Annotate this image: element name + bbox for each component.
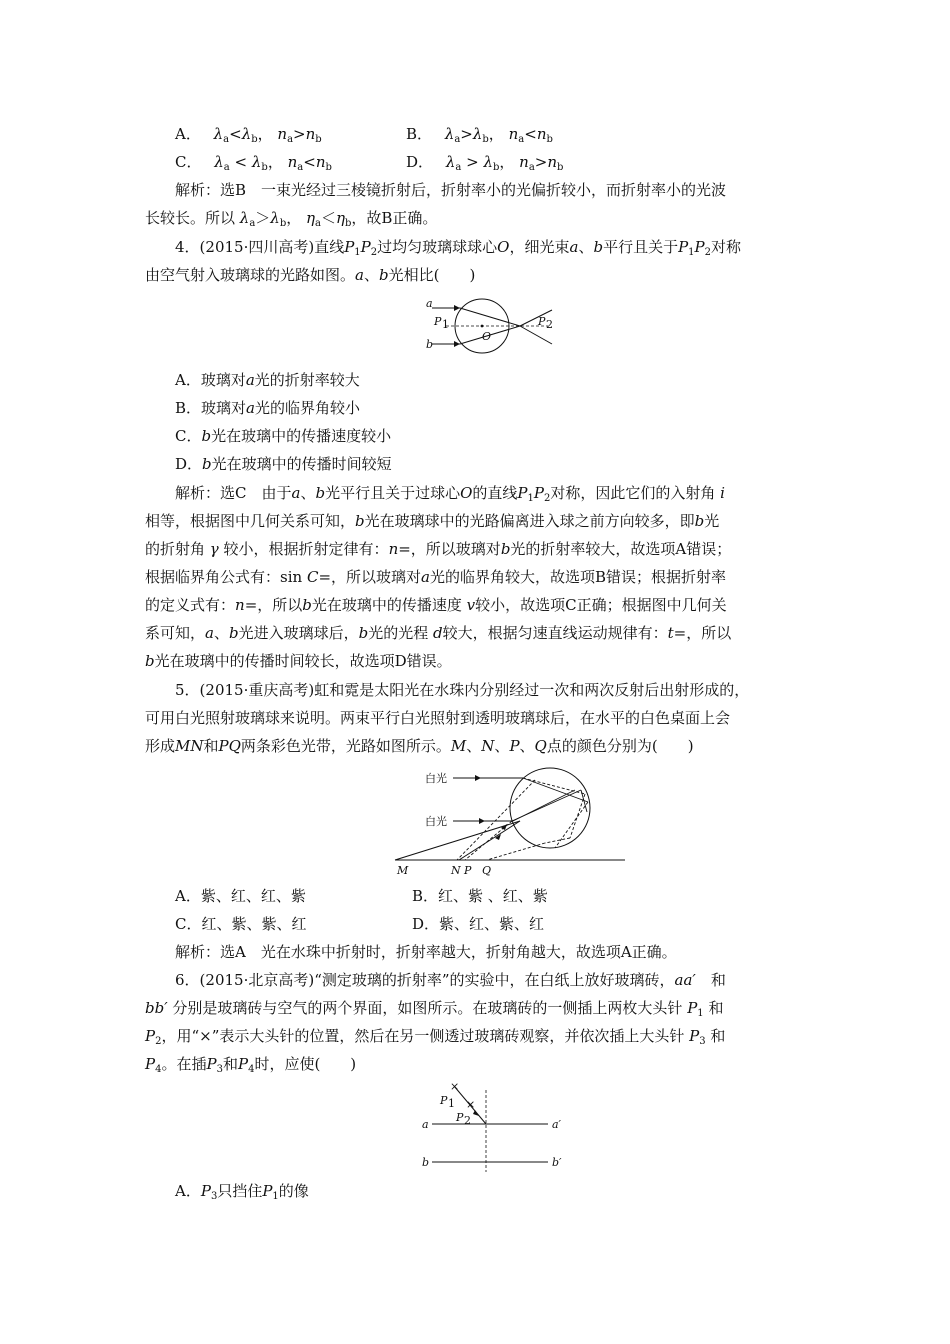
q5-fig-label-white-light-1: 白光 <box>425 772 447 785</box>
q4-analysis-line4: 根据临界角公式有：sin C=，所以玻璃对a光的临界角较大，故选项B错误；根据折射率 <box>145 568 726 586</box>
q4-fig-label-p1: P <box>434 315 442 328</box>
q5-analysis: 解析：选A 光在水珠中折射时，折射率越大，折射角越大，故选项A正确。 <box>175 943 677 961</box>
q4-option-d: D．b光在玻璃中的传播时间较短 <box>175 455 392 473</box>
q6-fig-label-a: a <box>422 1118 429 1131</box>
q6-stem-line1: 6．(2015·北京高考)“测定玻璃的折射率”的实验中，在白纸上放好玻璃砖，aa′ 和 <box>175 971 726 989</box>
q5-fig-label-white-light-2: 白光 <box>425 815 447 828</box>
q3-option-c: C． $\lambda_a < \lambda_b$， $n_a<n_b$ <box>175 153 332 173</box>
q4-analysis-line7: b光在玻璃中的传播时间较长，故选项D错误。 <box>145 652 452 670</box>
q6-option-a: A．$P_3$只挡住$P_1$的像 <box>175 1182 309 1202</box>
q5-option-d: D．紫、红、紫、红 <box>412 915 545 933</box>
q4-analysis-line5: 的定义式有：n=，所以b光在玻璃中的传播速度 v较小，故选项C正确；根据图中几何关 <box>145 596 727 614</box>
q5-option-a: A．紫、红、红、紫 <box>175 887 306 905</box>
q5-stem-line1: 5．(2015·重庆高考)虹和霓是太阳光在水珠内分别经过一次和两次反射后出射形成的， <box>175 681 750 699</box>
q3-analysis-line1: 解析：选B 一束光经过三棱镜折射后，折射率小的光偏折较小，而折射率小的光波 <box>175 181 727 199</box>
q6-fig-label-p2-sub: 2 <box>464 1114 471 1127</box>
q4-analysis-line2: 相等，根据图中几何关系可知，b光在玻璃球中的光路偏离进入球之前方向较多，即b光 <box>145 512 720 530</box>
q4-analysis-line3: 的折射角 γ 较小，根据折射定律有：n=，所以玻璃对b光的折射率较大，故选项A错误； <box>145 540 732 558</box>
q5-stem-line2: 可用白光照射玻璃球来说明。两束平行白光照射到透明玻璃球后，在水平的白色桌面上会 <box>145 709 731 727</box>
q4-stem-line2: 由空气射入玻璃球的光路如图。a、b光相比( ) <box>145 266 476 284</box>
q4-stem-line1: 4．(2015·四川高考)直线$P_1P_2$过均匀玻璃球球心O，细光束a、b平行且关于$P_1P_2$对称 <box>175 238 742 258</box>
q4-fig-label-o: O <box>482 330 492 343</box>
q6-fig-label-p1-sub: 1 <box>448 1097 455 1110</box>
q4-option-b: B．玻璃对a光的临界角较小 <box>175 399 360 417</box>
q4-fig-label-p2: P <box>538 315 546 328</box>
q3-option-a: A． $\lambda_a<\lambda_b$， $n_a>n_b$ <box>175 125 322 145</box>
q4-fig-label-a: a <box>426 297 433 310</box>
q5-option-c: C．红、紫、紫、红 <box>175 915 307 933</box>
q5-fig-label-m: M <box>397 864 409 877</box>
q6-fig-label-p1: P <box>440 1094 448 1107</box>
q5-fig-label-n: N <box>451 864 461 877</box>
q6-glass-block-figure <box>420 1078 580 1174</box>
q6-fig-label-b-prime: b′ <box>552 1156 562 1169</box>
q6-fig-label-b: b <box>422 1156 430 1169</box>
q4-glass-sphere-figure <box>420 288 570 358</box>
q6-stem-line3: $P_2$，用“×”表示大头针的位置，然后在另一侧透过玻璃砖观察，并依次插上大头针 $P_3$ 和 <box>145 1027 726 1047</box>
q5-stem-line3: 形成MN和PQ两条彩色光带，光路如图所示。M、N、P、Q点的颜色分别为( ) <box>145 737 694 755</box>
q5-fig-label-q: Q <box>482 864 492 877</box>
q5-rainbow-figure <box>395 760 625 880</box>
q6-pin-p1-mark: × <box>450 1080 460 1093</box>
q3-analysis-line2: 长较长。所以 $\lambda_a>\lambda_b$， $\eta_a<\eta_b$，故B正确。 <box>145 209 438 229</box>
q4-analysis-line6: 系可知，a、b光进入玻璃球后，b光的光程 d较大，根据匀速直线运动规律有：t=，所以 <box>145 624 732 642</box>
q4-option-a: A．玻璃对a光的折射率较大 <box>175 371 360 389</box>
q4-fig-label-p2-sub: 2 <box>546 318 553 331</box>
q3-option-b: B． $\lambda_a>\lambda_b$， $n_a<n_b$ <box>406 125 553 145</box>
q4-fig-label-b: b <box>426 338 434 351</box>
q6-pin-p2-mark: × <box>466 1098 476 1111</box>
q6-fig-label-a-prime: a′ <box>552 1118 562 1131</box>
q3-option-d: D． $\lambda_a > \lambda_b$， $n_a>n_b$ <box>406 153 564 173</box>
q4-option-c: C．b光在玻璃中的传播速度较小 <box>175 427 392 445</box>
q5-option-b: B．红、紫 、红、紫 <box>412 887 548 905</box>
q5-fig-label-p: P <box>464 864 472 877</box>
q6-fig-label-p2: P <box>456 1111 464 1124</box>
q6-stem-line4: $P_4$。在插$P_3$和$P_4$时，应使( ) <box>145 1055 357 1075</box>
q6-stem-line2: bb′ 分别是玻璃砖与空气的两个界面，如图所示。在玻璃砖的一侧插上两枚大头针 $P_1$ 和 <box>145 999 724 1019</box>
q4-analysis-line1: 解析：选C 由于a、b光平行且关于过球心O的直线$P_1P_2$对称，因此它们的入射角 i <box>175 484 725 504</box>
q4-fig-label-p1-sub: 1 <box>442 318 449 331</box>
